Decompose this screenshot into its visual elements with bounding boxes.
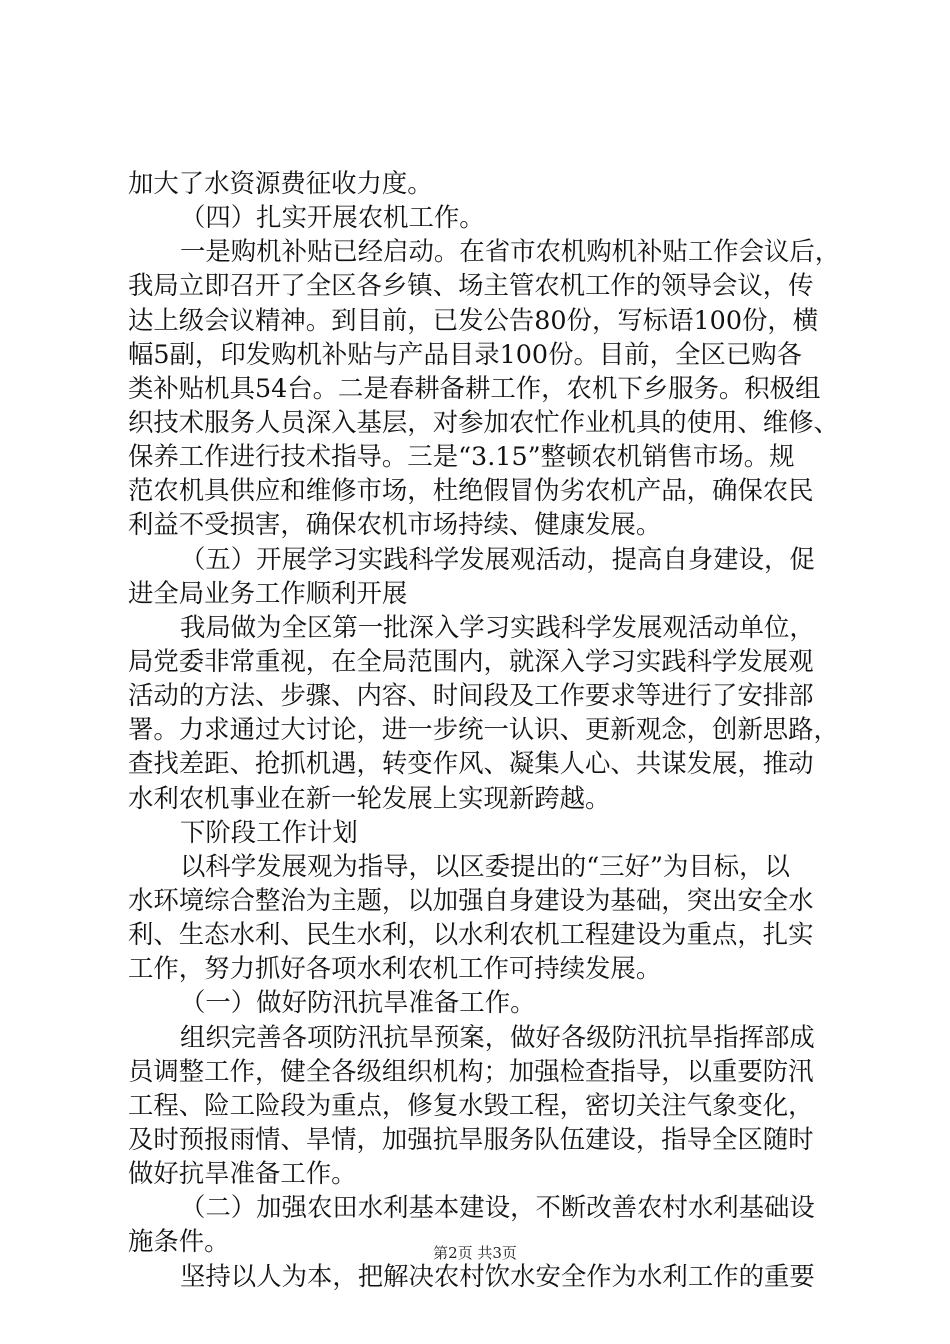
document-body [128,166,841,1293]
text-line: 利益不受损害，确保农机市场持续、健康发展。 [128,509,662,540]
paragraph-first-line: 一是购机补贴已经启动。在省市农机购机补贴工作会议后， [180,236,841,267]
section-heading: （一）做好防汛抗旱准备工作。 [180,987,536,1018]
text-line: 保养工作进行技术指导。三是“3.15”整顿农机销售市场。规 [128,441,795,472]
section-heading: 下阶段工作计划 [180,816,358,847]
text-line: 员调整工作，健全各级组织机构；加强检查指导，以重要防汛 [128,1055,814,1086]
text-line: 工程、险工险段为重点，修复水毁工程，密切关注气象变化， [128,1089,814,1120]
page-number-footer: 第2页 共3页 [433,1244,517,1262]
text-line: 织技术服务人员深入基层，对参加农忙作业机具的使用、维修、 [128,406,839,437]
paragraph-first-line: 以科学发展观为指导，以区委提出的“三好”为目标，以 [180,850,790,881]
text-line: 范农机具供应和维修市场，杜绝假冒伪劣农机产品，确保农民 [128,475,814,506]
text-line: 做好抗旱准备工作。 [128,1158,357,1189]
text-line: 利、生态水利、民生水利，以水利农机工程建设为重点，扎实 [128,919,814,950]
section-heading: （四）扎实开展农机工作。 [180,202,485,233]
text-line: 幅5副，印发购机补贴与产品目录100份。目前，全区已购各 [128,338,802,369]
text-line: 活动的方法、步骤、内容、时间段及工作要求等进行了安排部 [128,680,814,711]
section-heading-continued: 施条件。 [128,1226,230,1257]
text-line: 我局立即召开了全区各乡镇、场主管农机工作的领导会议，传 [128,270,814,301]
text-line: 水环境综合整治为主题，以加强自身建设为基础，突出安全水 [128,884,814,915]
text-line: 水利农机事业在新一轮发展上实现新跨越。 [128,782,611,813]
paragraph-first-line: 坚持以人为本，把解决农村饮水安全作为水利工作的重要 [180,1260,815,1291]
paragraph-first-line: 组织完善各项防汛抗旱预案，做好各级防汛抗旱指挥部成 [180,1021,815,1052]
text-line: 工作，努力抓好各项水利农机工作可持续发展。 [128,953,662,984]
text-line: 局党委非常重视，在全局范围内，就深入学习实践科学发展观 [128,645,814,676]
section-heading: （二）加强农田水利基本建设，不断改善农村水利基础设 [180,1192,815,1223]
text-line: 加大了水资源费征收力度。 [128,168,433,198]
paragraph-first-line: 我局做为全区第一批深入学习实践科学发展观活动单位， [180,611,815,642]
text-line: 查找差距、抢抓机遇，转变作风、凝集人心、共谋发展，推动 [128,748,814,779]
text-line: 及时预报雨情、旱情，加强抗旱服务队伍建设，指导全区随时 [128,1123,814,1154]
text-line: 达上级会议精神。到目前，已发公告80份，写标语100份，横 [128,304,819,335]
section-heading: （五）开展学习实践科学发展观活动，提高自身建设，促 [180,543,815,574]
text-line: 署。力求通过大讨论，进一步统一认识、更新观念，创新思路， [128,714,839,745]
text-line: 类补贴机具54台。二是春耕备耕工作，农机下乡服务。积极组 [128,372,821,403]
section-heading-continued: 进全局业务工作顺利开展 [128,577,408,608]
